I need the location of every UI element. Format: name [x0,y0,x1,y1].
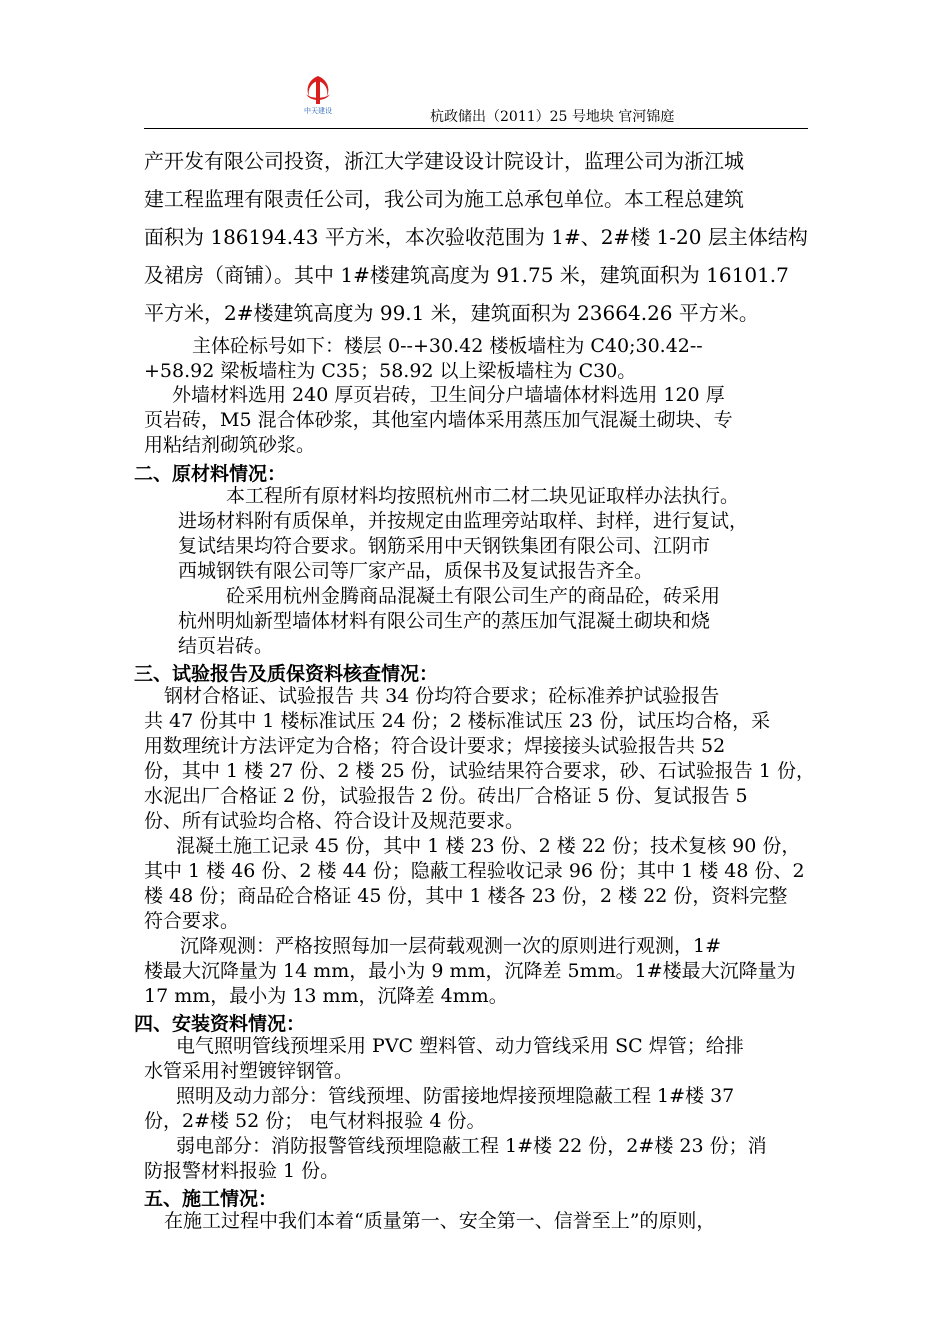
text-line: 平方米，2#楼建筑高度为 99.1 米，建筑面积为 23664.26 平方米。 [144,301,759,325]
section-3-paragraph-2 [144,834,814,934]
text-line: 页岩砖，M5 混合体砂浆，其他室内墙体采用蒸压加气混凝土砌块、专 [144,409,733,431]
section-4-paragraph-1 [144,1034,814,1084]
text-line: 符合要求。 [144,910,240,932]
text-line: 杭州明灿新型墙体材料有限公司生产的蒸压加气混凝土砌块和烧 [178,610,711,632]
text-line: 份，其中 1 楼 27 份、2 楼 25 份，试验结果符合要求，砂、石试验报告 1 份， [144,760,815,782]
text-line: 弱电部分：消防报警管线预埋隐蔽工程 1#楼 22 份，2#楼 23 份；消 [176,1135,767,1157]
text-line: 照明及动力部分：管线预埋、防雷接地焊接预埋隐蔽工程 1#楼 37 [176,1085,735,1107]
text-line: 建工程监理有限责任公司，我公司为施工总承包单位。本工程总建筑 [144,187,744,211]
section-2-paragraph-1 [178,484,848,584]
text-line: 面积为 186194.43 平方米，本次验收范围为 1#、2#楼 1-20 层主体结构 [144,225,808,249]
section-3-heading: 三、试验报告及质保资料核查情况： [134,663,439,685]
text-line: 及裙房（商铺）。其中 1#楼建筑高度为 91.75 米，建筑面积为 16101.7 [144,263,789,287]
text-line: 复试结果均符合要求。钢筋采用中天钢铁集团有限公司、江阴市 [178,535,711,557]
section-5-paragraph-1 [144,1209,814,1234]
section-5-heading: 五、施工情况： [144,1188,278,1210]
text-line: 17 mm，最小为 13 mm，沉降差 4mm。 [144,985,508,1007]
section-4-heading: 四、安装资料情况： [134,1013,306,1035]
text-line: 钢材合格证、试验报告 共 34 份均符合要求；砼标准养护试验报告 [164,685,720,707]
concrete-grade-paragraph [144,334,814,384]
section-2-heading: 二、原材料情况： [134,463,287,485]
section-3-paragraph-1 [144,684,814,834]
header-title: 杭政储出（2011）25 号地块 官河锦庭 [430,109,675,125]
company-logo [296,72,340,118]
text-line: 结页岩砖。 [178,635,274,657]
text-line: 主体砼标号如下：楼层 0--+30.42 楼板墙柱为 C40;30.42-- [192,335,703,357]
text-line: 楼 48 份；商品砼合格证 45 份，其中 1 楼各 23 份，2 楼 22 份，资料完整 [144,885,788,907]
text-line: 共 47 份其中 1 楼标准试压 24 份；2 楼标准试压 23 份，试压均合格，采 [144,710,771,732]
text-line: 混凝土施工记录 45 份，其中 1 楼 23 份、2 楼 22 份；技术复核 90 份， [176,835,801,857]
text-line: 本工程所有原材料均按照杭州市二材二块见证取样办法执行。 [226,485,740,507]
logo-text: 中天建设 [304,107,332,115]
section-3-paragraph-3 [144,934,814,1009]
text-line: 份、所有试验均合格、符合设计及规范要求。 [144,810,525,832]
text-line: 用数理统计方法评定为合格；符合设计要求；焊接接头试验报告共 52 [144,735,726,757]
section-2-paragraph-2 [178,584,848,659]
text-line: 沉降观测：严格按照每加一层荷载观测一次的原则进行观测，1# [180,935,722,957]
text-line: 砼采用杭州金腾商品混凝土有限公司生产的商品砼，砖采用 [226,585,721,607]
text-line: 产开发有限公司投资，浙江大学建设设计院设计，监理公司为浙江城 [144,149,744,173]
text-line: 水管采用衬塑镀锌钢管。 [144,1060,354,1082]
intro-paragraph [144,142,814,332]
text-line: 西城钢铁有限公司等厂家产品，质保书及复试报告齐全。 [178,560,654,582]
wall-material-paragraph [144,383,814,458]
section-4-paragraph-2 [144,1084,814,1134]
text-line: 份，2#楼 52 份； 电气材料报验 4 份。 [144,1110,486,1132]
text-line: 进场材料附有质保单，并按规定由监理旁站取样、封样，进行复试， [178,510,749,532]
text-line: 水泥出厂合格证 2 份，试验报告 2 份。砖出厂合格证 5 份、复试报告 5 [144,785,748,807]
text-line: 楼最大沉降量为 14 mm，最小为 9 mm，沉降差 5mm。1#楼最大沉降量为 [144,960,796,982]
text-line: 用粘结剂砌筑砂浆。 [144,434,316,456]
section-4-paragraph-3 [144,1134,814,1184]
text-line: 防报警材料报验 1 份。 [144,1160,340,1182]
text-line: 外墙材料选用 240 厚页岩砖，卫生间分户墙墙体材料选用 120 厚 [172,384,725,406]
text-line: 其中 1 楼 46 份、2 楼 44 份；隐蔽工程验收记录 96 份；其中 1 楼 48 份、2 [144,860,805,882]
text-line: 在施工过程中我们本着“质量第一、安全第一、信誉至上”的原则， [164,1210,716,1232]
text-line: +58.92 梁板墙柱为 C35；58.92 以上梁板墙柱为 C30。 [144,360,637,382]
header-divider [144,128,808,129]
text-line: 电气照明管线预埋采用 PVC 塑料管、动力管线采用 SC 焊管；给排 [176,1035,744,1057]
